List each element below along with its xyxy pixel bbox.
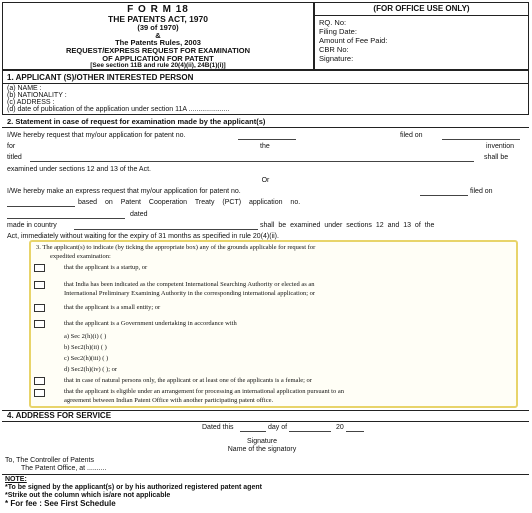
or-separator: Or bbox=[261, 177, 270, 184]
section-2-divider bbox=[2, 127, 529, 128]
ground-female-applicant: that in case of natural persons only, the applicant or at least one of the applicants is a female; or bbox=[64, 377, 312, 384]
note-fee: * For fee : See First Schedule bbox=[5, 499, 116, 508]
s2-line-1a: I/We hereby request that my/our application for patent no. bbox=[7, 132, 186, 139]
day-blank[interactable] bbox=[240, 431, 266, 432]
s2-line-7: dated bbox=[130, 211, 148, 218]
rq-no-field[interactable]: RQ. No: bbox=[319, 18, 347, 27]
s2-line-3b: shall be bbox=[484, 154, 509, 161]
ground-government: that the applicant is a Government undertaking in accordance with bbox=[64, 320, 237, 327]
isa-checkbox[interactable] bbox=[34, 281, 45, 289]
s2-line-2c: invention bbox=[486, 143, 515, 150]
government-checkbox[interactable] bbox=[34, 320, 45, 328]
publication-date-field[interactable]: (d) date of publication of the application under section 11A ..................... bbox=[7, 106, 230, 113]
ground-arrangement-line-2: agreement between Indian Patent Office with another participating patent office. bbox=[64, 397, 274, 404]
controller-address-line-2: The Patent Office, at .......... bbox=[21, 465, 107, 472]
section-2-heading: 2. Statement in case of request for examination made by the applicant(s) bbox=[7, 117, 266, 126]
invention-title-blank[interactable] bbox=[30, 161, 474, 162]
section-reference: [See section 11B and rule 20(4)(ii), 24B(1)(i)] bbox=[90, 62, 226, 69]
note-strike-out: *Strike out the column which is/are not applicable bbox=[5, 492, 171, 499]
s3-intro-line-2: expedited examination: bbox=[50, 253, 111, 260]
sec-2hiii-option[interactable]: c) Sec2(h)(iii) ( ) bbox=[64, 355, 109, 362]
fee-paid-field[interactable]: Amount of Fee Paid: bbox=[319, 36, 388, 45]
ground-arrangement-line-1: that the applicant is eligible under an arrangement for processing an international application pursuant to an bbox=[64, 388, 344, 395]
patent-no-blank-1[interactable] bbox=[238, 139, 296, 140]
ground-isa-line-2: International Preliminary Examining Authority in the corresponding international application; or bbox=[64, 290, 316, 297]
section-1-divider bbox=[2, 83, 529, 84]
request-title-1: REQUEST/EXPRESS REQUEST FOR EXAMINATION bbox=[65, 46, 251, 55]
month-blank[interactable] bbox=[289, 431, 331, 432]
s2-line-3a: titled bbox=[7, 154, 22, 161]
s2-line-9: Act, immediately without waiting for the expiry of 31 months as specified in rule 20(4)(ii). bbox=[7, 233, 279, 240]
ground-small-entity: that the applicant is a small entity; or bbox=[64, 304, 161, 311]
s2-line-8b: shall be examined under sections 12 and 13 of the bbox=[260, 222, 435, 229]
year-blank[interactable] bbox=[346, 431, 364, 432]
s2-line-4: examined under sections 12 and 13 of the Act. bbox=[7, 166, 151, 173]
female-applicant-checkbox[interactable] bbox=[34, 377, 45, 385]
act-reference: (39 of 1970) bbox=[137, 23, 179, 32]
note-top-rule bbox=[2, 474, 529, 475]
small-entity-checkbox[interactable] bbox=[34, 304, 45, 312]
office-signature-field[interactable]: Signature: bbox=[319, 54, 354, 63]
s2-line-5a: I/We hereby make an express request that my/our application for patent no. bbox=[7, 188, 241, 195]
address-field[interactable]: (c) ADDRESS : bbox=[7, 99, 55, 106]
request-title-2: OF APPLICATION FOR PATENT bbox=[102, 54, 214, 63]
sec-2hi-option[interactable]: a) Sec 2(h)(i) ( ) bbox=[64, 333, 107, 340]
and-text: & bbox=[155, 31, 161, 40]
rules-title: The Patents Rules, 2003 bbox=[115, 38, 201, 47]
s2-line-8a: made in country bbox=[7, 222, 57, 229]
act-title: THE PATENTS ACT, 1970 bbox=[108, 14, 208, 24]
note-signing: *To be signed by the applicant(s) or by his authorized registered patent agent bbox=[5, 484, 262, 491]
controller-address-line-1: To, The Controller of Patents bbox=[5, 457, 94, 464]
ground-startup: that the applicant is a startup, or bbox=[64, 264, 148, 271]
arrangement-checkbox[interactable] bbox=[34, 389, 45, 397]
s2-line-1b: filed on bbox=[400, 132, 423, 139]
s2-line-6a: based on Patent Cooperation Treaty (PCT) application no. bbox=[78, 199, 301, 206]
dated-this-label: Dated this bbox=[202, 424, 234, 431]
pct-number-blank[interactable] bbox=[7, 218, 125, 219]
startup-checkbox[interactable] bbox=[34, 264, 45, 272]
filed-on-blank-1[interactable] bbox=[442, 139, 520, 140]
pct-lead-blank[interactable] bbox=[7, 206, 75, 207]
day-of-label: day of bbox=[268, 424, 288, 431]
s2-line-2b: the bbox=[260, 143, 270, 150]
patent-no-blank-2[interactable] bbox=[420, 195, 468, 196]
ground-isa-line-1: that India has been indicated as the competent International Searching Authority or elected as an bbox=[64, 281, 315, 288]
filing-date-field[interactable]: Filing Date: bbox=[319, 27, 357, 36]
signature-label: Signature bbox=[247, 438, 277, 445]
form-18-sheet bbox=[2, 2, 529, 510]
cbr-no-field[interactable]: CBR No: bbox=[319, 45, 349, 54]
section-4-heading: 4. ADDRESS FOR SERVICE bbox=[7, 411, 112, 420]
s2-line-2a: for bbox=[7, 143, 16, 150]
nationality-field[interactable]: (b) NATIONALITY : bbox=[7, 92, 67, 99]
section-1-heading: 1. APPLICANT (S)/OTHER INTERESTED PERSON bbox=[7, 73, 194, 82]
sec-2hiv-option[interactable]: d) Sec2(h)(iv) ( ); or bbox=[64, 366, 118, 373]
note-heading: NOTE: bbox=[5, 476, 27, 483]
office-use-divider bbox=[314, 15, 529, 16]
country-blank[interactable] bbox=[74, 229, 258, 230]
signatory-name-label: Name of the signatory bbox=[227, 446, 297, 453]
form-number: F O R M 18 bbox=[127, 4, 189, 15]
year-label: 20 bbox=[336, 424, 344, 431]
s2-line-5b: filed on bbox=[470, 188, 493, 195]
sec-2hii-option[interactable]: b) Sec2(h)(ii) ( ) bbox=[64, 344, 107, 351]
s3-intro-line-1: 3. The applicant(s) to indicate (by ticking the appropriate box) any of the grounds applicable for request for bbox=[36, 244, 316, 251]
applicant-name-field[interactable]: (a) NAME : bbox=[7, 85, 42, 92]
section-4-divider bbox=[2, 421, 529, 422]
office-use-heading: (FOR OFFICE USE ONLY) bbox=[373, 4, 470, 13]
